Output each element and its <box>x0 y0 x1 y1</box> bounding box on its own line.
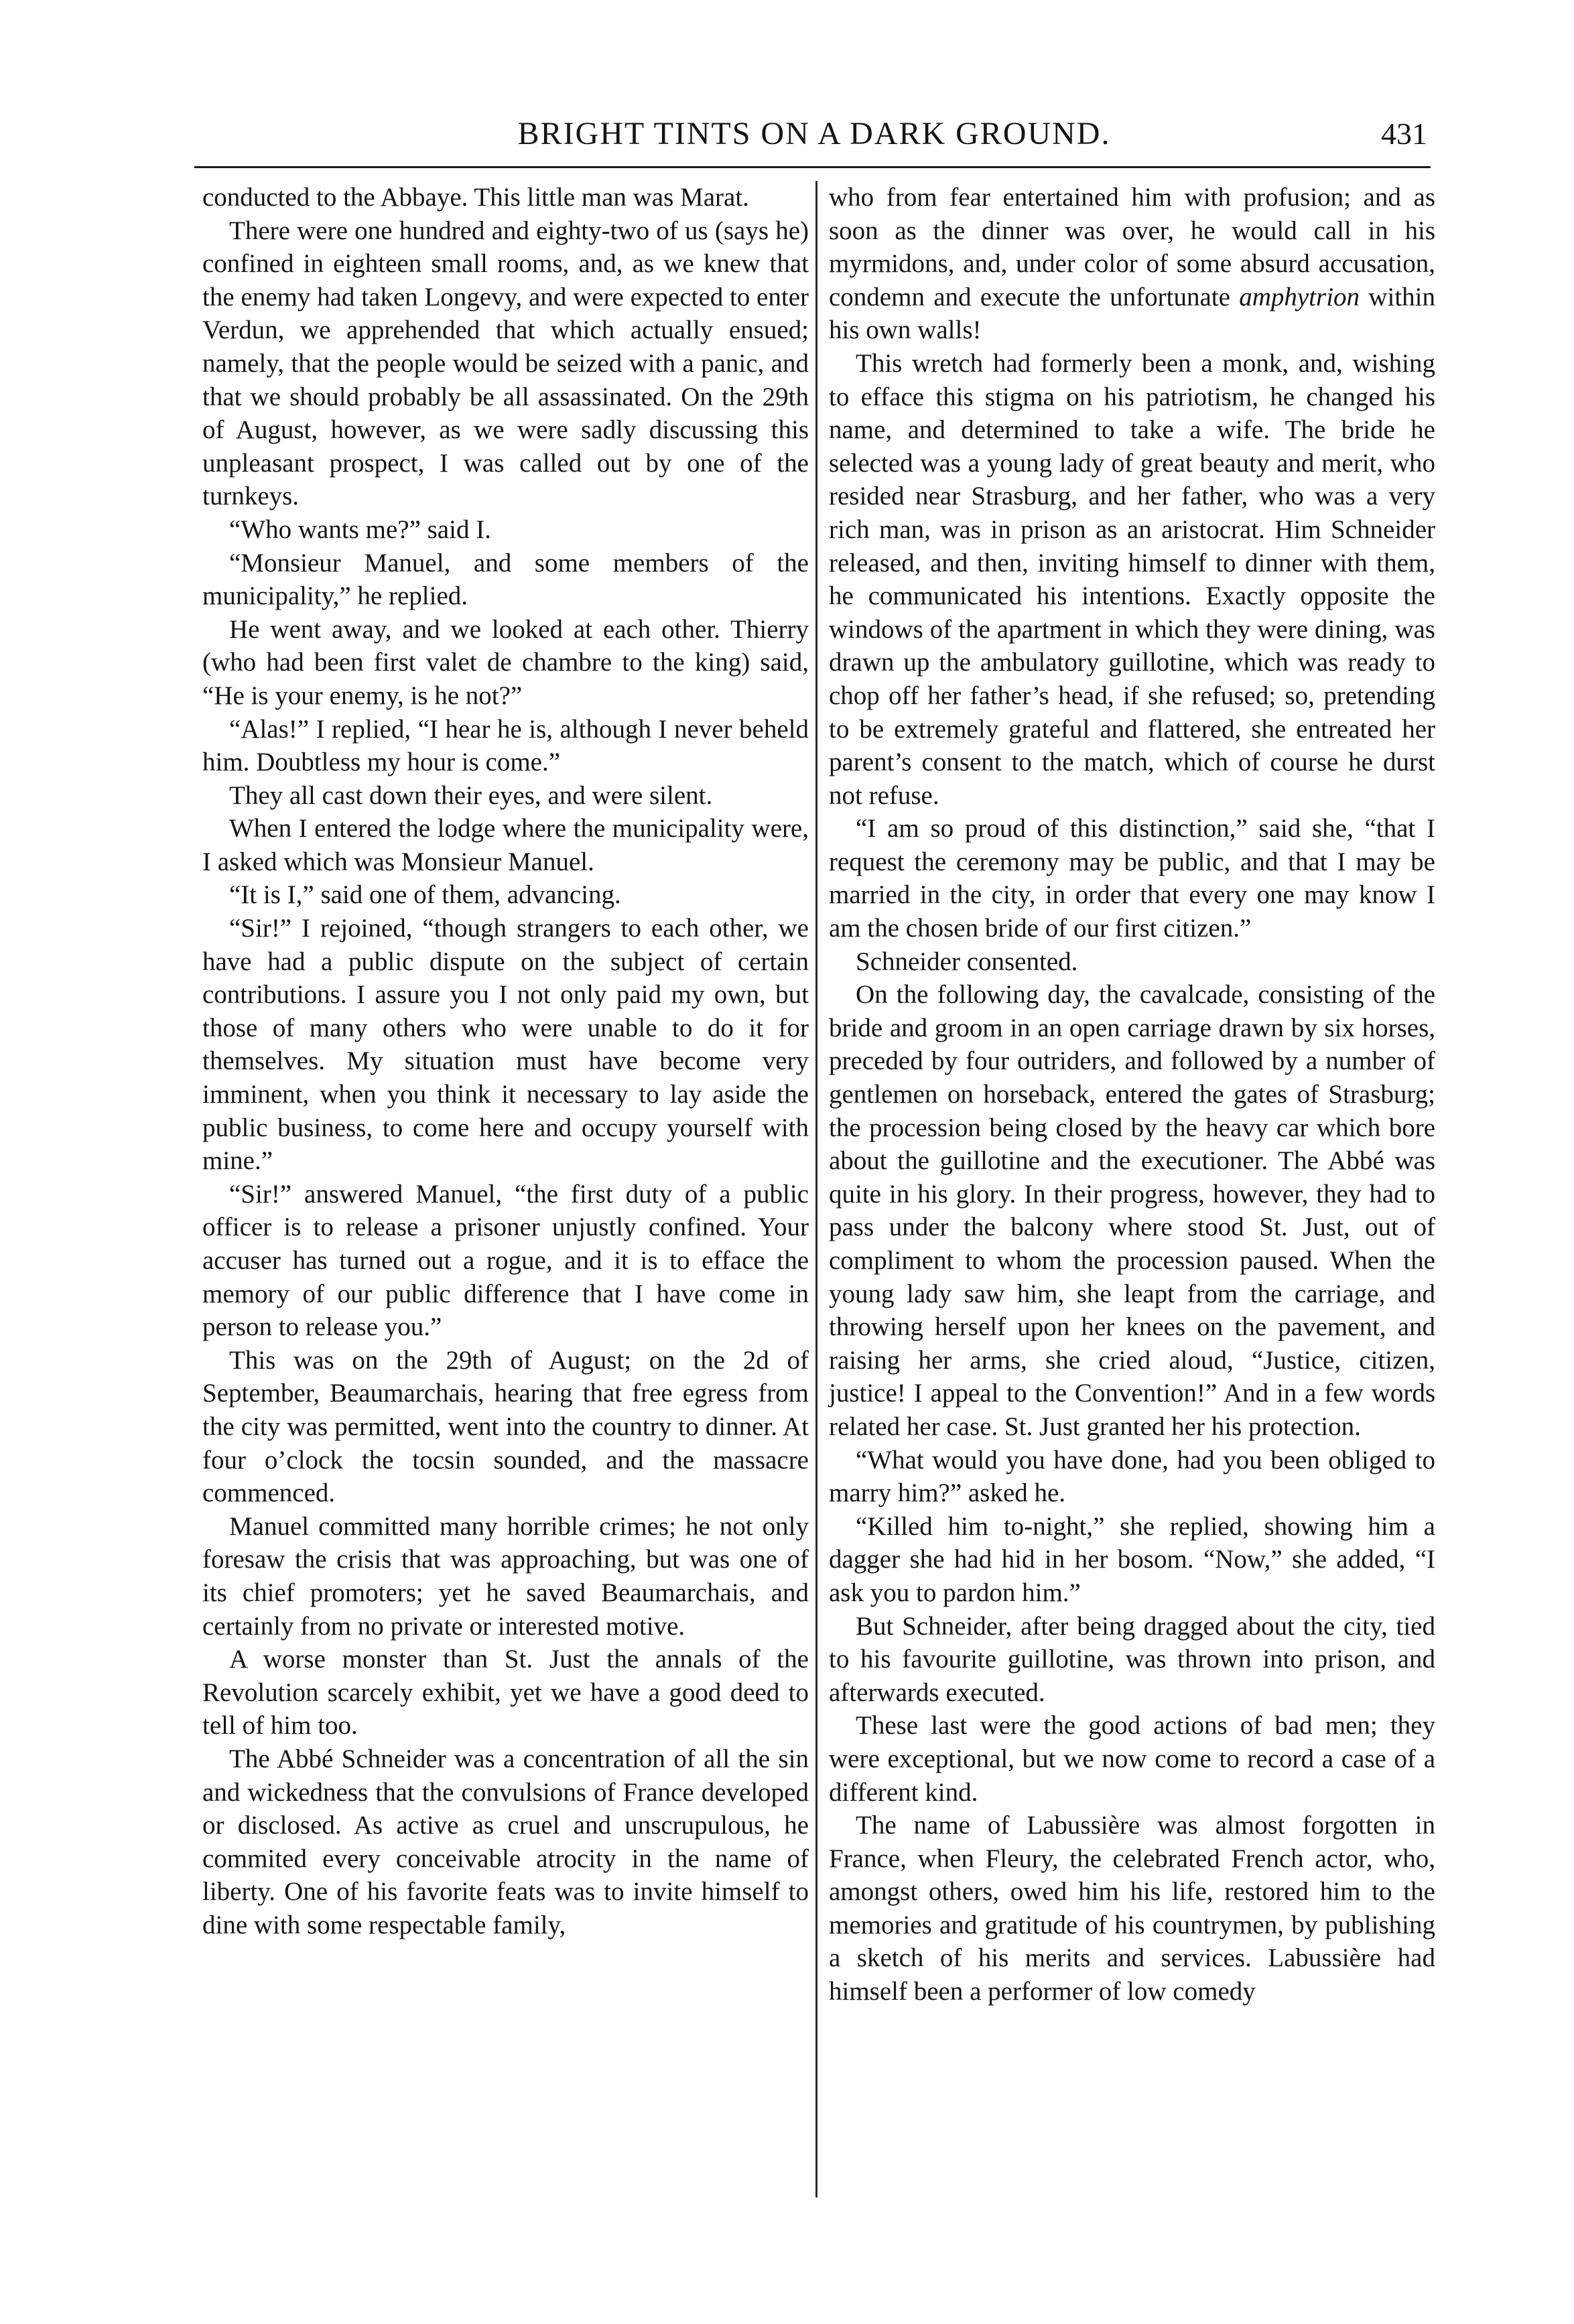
paragraph-text: within his own walls! <box>829 282 1435 345</box>
paragraph: “Sir!” answered Manuel, “the first duty of a public officer is to release a prisoner unjustly confined. Your accuser has turned out a rogue, and it is to efface the memory of our public difference that I have come in person to release you.” <box>202 1179 809 1342</box>
running-head <box>201 114 1427 161</box>
left-column <box>202 181 809 1941</box>
right-column <box>829 181 1435 2008</box>
paragraph: conducted to the Abbaye. This little man was Marat. <box>202 183 749 212</box>
paragraph: “Alas!” I replied, “I hear he is, although I never beheld him. Doubtless my hour is come.” <box>202 714 809 777</box>
paragraph: He went away, and we looked at each other. Thierry (who had been first valet de chambre to the king) said, “He is your enemy, is he not?” <box>202 614 809 710</box>
paragraph: They all cast down their eyes, and were silent. <box>229 780 713 810</box>
paragraph <box>829 181 1435 347</box>
paragraph: “I am so proud of this distinction,” said she, “that I request the ceremony may be public, and that I may be married in the city, in order that every one may know I am the chosen bride of our first citizen.” <box>829 814 1435 943</box>
page-number: 431 <box>1381 117 1427 151</box>
paragraph: “What would you have done, had you been obliged to marry him?” asked he. <box>829 1445 1435 1508</box>
header-rule <box>194 166 1431 168</box>
paragraph: Manuel committed many horrible crimes; he not only foresaw the crisis that was approaching, but was one of its chief promoters; yet he saved Beaumarchais, and certainly from no private or interested motive. <box>202 1511 809 1641</box>
paragraph: “Sir!” I rejoined, “though strangers to each other, we have had a public dispute on the subject of certain contributions. I assure you I not only paid my own, but those of many others who were unable to do it for themselves. My situation must have become very imminent, when you think it necessary to lay aside the public business, to come here and occupy yourself with mine.” <box>202 914 809 1176</box>
paragraph: “It is I,” said one of them, advancing. <box>229 880 621 910</box>
paragraph: The Abbé Schneider was a concentration of all the sin and wickedness that the convulsions of France developed or disclosed. As active as cruel and unscrupulous, he commited every conceivable atrocity in the name of liberty. One of his favorite feats was to invite himself to dine with some respectable family, <box>202 1744 809 1939</box>
running-title: BRIGHT TINTS ON A DARK GROUND. <box>517 116 1111 151</box>
paragraph: The name of Labussière was almost forgotten in France, when Fleury, the celebrated French actor, who, amongst others, owed him his life, restored him to the memories and gratitude of his countrymen, by publishing a sketch of his merits and services. Labussière had himself been a performer of low comedy <box>829 1811 1435 2006</box>
paragraph: But Schneider, after being dragged about the city, tied to his favourite guillotine, was thrown into prison, and afterwards executed. <box>829 1611 1435 1707</box>
italic-word: amphytrion <box>1239 282 1360 312</box>
paragraph: A worse monster than St. Just the annals of the Revolution scarcely exhibit, yet we have a good deed to tell of him too. <box>202 1645 809 1740</box>
paragraph: “Killed him to-night,” she replied, showing him a dagger she had hid in her bosom. “Now,” she added, “I ask you to pardon him.” <box>829 1511 1435 1607</box>
paragraph: This was on the 29th of August; on the 2d of September, Beaumarchais, hearing that free egress from the city was permitted, went into the country to dinner. At four o’clock the tocsin sounded, and the massacre commenced. <box>202 1345 809 1508</box>
paragraph: “Monsieur Manuel, and some members of the municipality,” he replied. <box>202 548 809 611</box>
paragraph: On the following day, the cavalcade, consisting of the bride and groom in an open carriage drawn by six horses, preceded by four outriders, and followed by a number of gentlemen on horseback, entered the gates of Strasburg; the procession being closed by the heavy car which bore about the guillotine and the executioner. The Abbé was quite in his glory. In their progress, however, they had to pass under the balcony where stood St. Just, out of compliment to whom the procession paused. When the young lady saw him, she leapt from the carriage, and throwing herself upon her knees on the pavement, and raising her arms, she cried aloud, “Justice, citizen, justice! I appeal to the Convention!” And in a few words related her case. St. Just granted her his protection. <box>829 980 1435 1441</box>
column-divider <box>815 181 817 2197</box>
paragraph: Schneider consented. <box>856 947 1078 976</box>
paragraph: These last were the good actions of bad men; they were exceptional, but we now come to record a case of a different kind. <box>829 1711 1435 1807</box>
paragraph: There were one hundred and eighty-two of us (says he) confined in eighteen small rooms, and, as we knew that the enemy had taken Longevy, and were expected to enter Verdun, we apprehended that which actually ensued; namely, that the people would be seized with a panic, and that we should probably be all assassinated. On the 29th of August, however, as we were sadly discussing this unpleasant prospect, I was called out by one of the turnkeys. <box>202 216 809 511</box>
paragraph: When I entered the lodge where the municipality were, I asked which was Monsieur Manuel. <box>202 814 809 876</box>
paragraph: This wretch had formerly been a monk, and, wishing to efface this stigma on his patriotism, he changed his name, and determined to take a wife. The bride he selected was a young lady of great beauty and merit, who resided near Strasburg, and her father, who was a very rich man, was in prison as an aristocrat. Him Schneider released, and then, inviting himself to dinner with them, he communicated his intentions. Exactly opposite the windows of the apartment in which they were dining, was drawn up the ambulatory guillotine, which was ready to chop off her father’s head, if she refused; so, pretending to be extremely grateful and flattered, she entreated her parent’s consent to the match, which of course he durst not refuse. <box>829 348 1435 810</box>
paragraph: “Who wants me?” said I. <box>229 515 491 544</box>
paragraph-text: who from fear entertained him with profusion; and as soon as the dinner was over, he would call in his myrmidons, and, under color of some absurd accusation, condemn and execute the unfortunate <box>829 183 1435 312</box>
